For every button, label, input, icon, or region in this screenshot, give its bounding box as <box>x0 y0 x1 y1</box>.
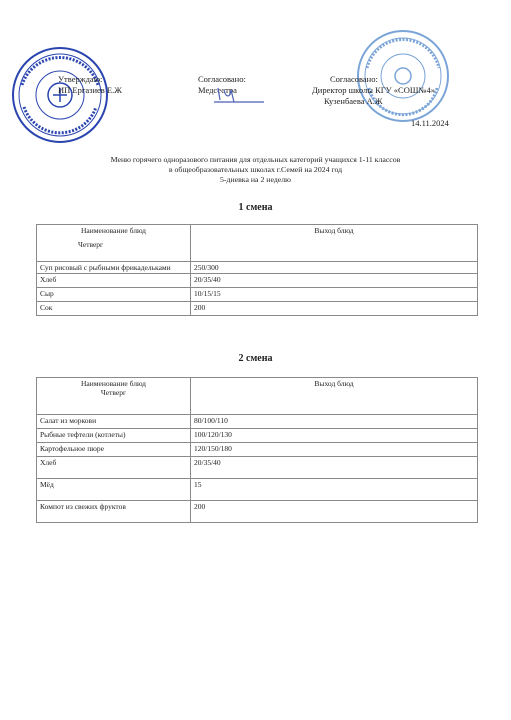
approve-position: ИП Ергазиев Е.Ж <box>58 85 122 95</box>
table-row <box>37 415 478 429</box>
portion-cell: 200 <box>191 302 478 316</box>
table-row <box>37 457 478 479</box>
portion-cell: 120/150/180 <box>191 443 478 457</box>
title-line-3: 5-дневка на 2 неделю <box>220 175 291 184</box>
shift-2-heading: 2 смена <box>238 353 273 364</box>
dish-cell: Рыбные тефтели (котлеты) <box>37 429 191 443</box>
nurse-position: Медсестра <box>198 85 237 95</box>
portion-cell: 15 <box>191 479 478 501</box>
dish-column-header: Наименование блюд <box>80 226 146 235</box>
table-row <box>37 302 478 316</box>
table-header-row <box>37 378 478 415</box>
table-row <box>37 501 478 523</box>
dish-header-cell <box>37 378 191 415</box>
approve-label: Утверждаю: <box>58 74 103 84</box>
dish-cell: Хлеб <box>37 457 191 479</box>
director-block <box>312 74 435 107</box>
table-row <box>37 288 478 302</box>
nurse-signature <box>196 84 268 106</box>
portion-cell: 80/100/110 <box>191 415 478 429</box>
portion-cell: 100/120/130 <box>191 429 478 443</box>
portion-cell: 200 <box>191 501 478 523</box>
portion-column-header: Выход блюд <box>191 225 478 262</box>
dish-cell: Сок <box>37 302 191 316</box>
approve-block <box>58 74 122 96</box>
dish-cell: Салат из моркови <box>37 415 191 429</box>
day-label: Четверг <box>100 388 127 397</box>
director-label: Согласовано: <box>330 74 378 84</box>
director-position: Директор школы КГУ «СОШ№4» <box>312 85 436 95</box>
dish-column-header: Наименование блюд <box>80 379 146 388</box>
table-row <box>37 274 478 288</box>
document-date: 14.11.2024 <box>411 118 449 128</box>
dish-cell: Суп рисовый с рыбными фрикадельками <box>37 262 191 274</box>
shift-1-table <box>36 224 478 316</box>
dish-header-cell <box>37 225 191 262</box>
dish-cell: Картофельное пюре <box>37 443 191 457</box>
portion-cell: 10/15/15 <box>191 288 478 302</box>
day-label: Четверг <box>78 240 104 249</box>
portion-cell: 20/35/40 <box>191 457 478 479</box>
shift-1-heading: 1 смена <box>238 202 273 213</box>
table-row <box>37 429 478 443</box>
shift-2-table <box>36 377 478 523</box>
document-title <box>0 155 511 185</box>
dish-cell: Компот из свежих фруктов <box>37 501 191 523</box>
dish-cell: Сыр <box>37 288 191 302</box>
title-line-2: в общеобразовательных школах г.Семей на 2024 год <box>168 165 343 174</box>
portion-cell: 20/35/40 <box>191 274 478 288</box>
director-name: Кузенбаева А.Ж <box>324 96 383 106</box>
title-line-1: Меню горячего одноразового питания для отдельных категорий учащихся 1-11 классов <box>110 155 401 164</box>
dish-cell: Хлеб <box>37 274 191 288</box>
nurse-label: Согласовано: <box>198 74 246 84</box>
portion-column-header: Выход блюд <box>191 378 478 415</box>
table-row <box>37 443 478 457</box>
table-row <box>37 479 478 501</box>
portion-cell: 250/300 <box>191 262 478 274</box>
dish-cell: Мёд <box>37 479 191 501</box>
table-row <box>37 262 478 274</box>
table-header-row <box>37 225 478 262</box>
